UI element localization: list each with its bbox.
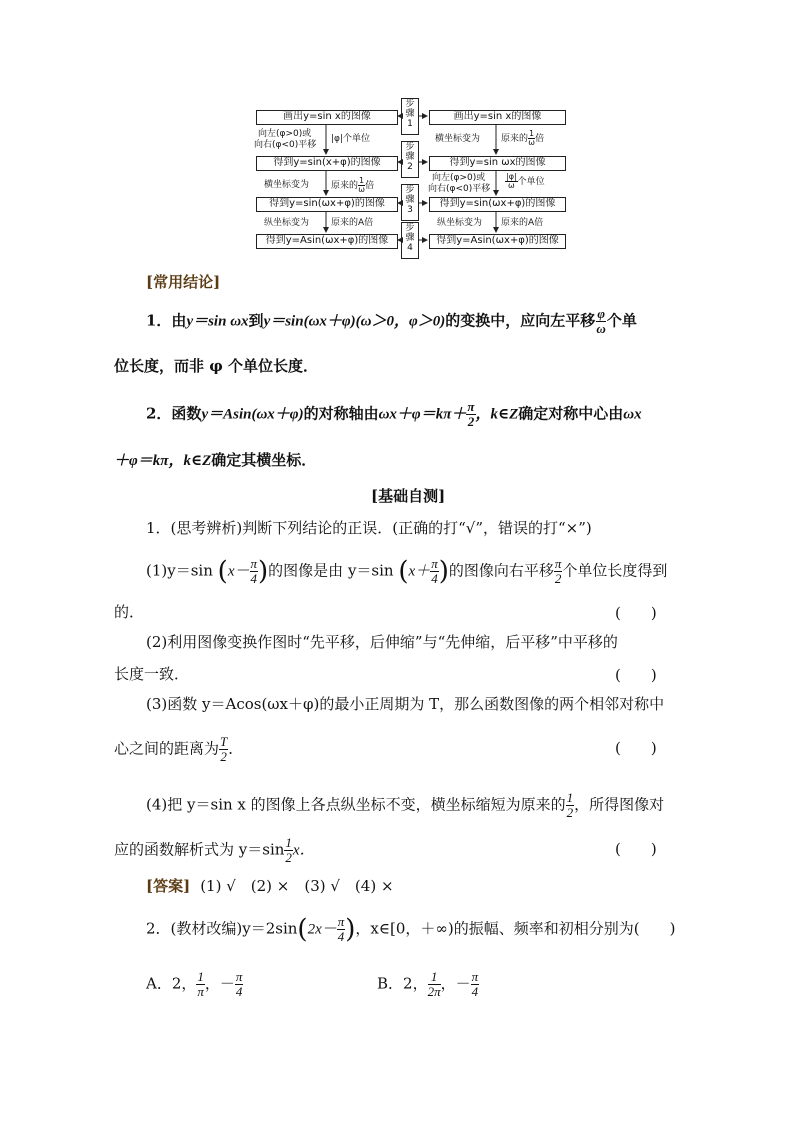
answer-line: [答案] (1) √ (2) × (3) √ (4) × — [146, 877, 394, 895]
right-box-1: 画出y=sin x的图像 — [429, 110, 566, 125]
conclusion-1-line-2: 位长度，而非 φ 个单位长度． — [114, 357, 319, 375]
conclusion-2-line-2: ＋φ＝kπ，k∈Z确定其横坐标． — [114, 451, 317, 469]
left-label-shift-1: 向左(φ>0)或 — [258, 129, 312, 139]
question-1-statement-2-b: 长度一致． — [114, 665, 190, 683]
conclusion-1-line-1: 1．由y＝sin ωx到y＝sin(ωx＋φ)(ω＞0，φ＞0)的变换中，应向左平移 $\frac{\varphi}{\omega}$ 个单 — [146, 306, 637, 336]
question-1-statement-2-a: (2)利用图像变换作图时“先平移，后伸缩”与“先伸缩，后平移”中平移的 — [146, 633, 618, 651]
question-1-statement-4-b: 应的函数解析式为 y＝sin $\frac{1}{2}$ x． — [114, 835, 315, 865]
left-box-2: 得到y=sin(x+φ)的图像 — [256, 156, 398, 171]
left-box-1: 画出y=sin x的图像 — [256, 110, 398, 125]
right-label-amp-2: 原来的A倍 — [501, 218, 544, 228]
answer-blank-4: ( ) — [615, 840, 657, 858]
conclusion-2-line-1: 2．函数y＝Asin(ωx＋φ)的对称轴由ωx＋φ＝kπ＋ $\frac{\pi}{2}$ ，k∈Z确定对称中心由ωx — [146, 399, 642, 429]
right-label-shift-1: 向左(φ>0)或 — [432, 173, 486, 183]
question-1-statement-4-a: (4)把 y＝sin x 的图像上各点纵坐标不变，横坐标缩短为原来的 $\frac{1}{2}$ ，所得图像对 — [146, 790, 665, 820]
question-2-stem: 2．(教材改编)y＝2sin(2x－ $\frac{\pi}{4}$ )，x∈[0，＋∞)的振幅、频率和初相分别为( ) — [146, 914, 676, 945]
left-label-shift-3: |φ|个单位 — [331, 134, 371, 144]
right-box-3: 得到y=sin(ωx+φ)的图像 — [429, 197, 566, 212]
left-box-3: 得到y=sin(ωx+φ)的图像 — [256, 197, 398, 212]
right-label-scale-2: 原来的 $\frac{1}{\omega}$ 倍 — [501, 129, 545, 147]
answer-blank-3: ( ) — [615, 739, 657, 757]
section-heading-basic: [基础自测] — [371, 487, 446, 505]
right-label-amp-1: 纵坐标变为 — [437, 218, 483, 228]
right-label-scale-1: 横坐标变为 — [435, 134, 481, 144]
question-1-statement-3-b: 心之间的距离为 $\frac{T}{2}$ ． — [114, 734, 244, 764]
question-1-stem: 1．(思考辨析)判断下列结论的正误．(正确的打“√”，错误的打“×”) — [146, 519, 592, 537]
section-heading-common: [常用结论] — [146, 273, 221, 291]
left-label-shift-2: 向右(φ<0)平移 — [254, 140, 317, 150]
left-label-scale-2: 原来的 $\frac{1}{\omega}$ 倍 — [331, 176, 375, 194]
step-box-3: 步 骤 3 — [401, 184, 419, 221]
option-a[interactable]: A．2， $\frac{1}{\pi}$ ，－ $\frac{\pi}{4}$ — [146, 969, 243, 999]
question-1-statement-1-end: 的． — [114, 603, 145, 621]
option-b[interactable]: B．2， $\frac{1}{2\pi}$ ，－ $\frac{\pi}{4}$ — [377, 969, 479, 999]
step-box-4: 步 骤 4 — [401, 222, 419, 259]
question-1-statement-1: (1)y＝sin (x－ $\frac{\pi}{4}$ )的图像是由 y＝sin (x＋ $\frac{\pi}{4}$ )的图像向右平移 $\frac{\pi}{2}$ 个单位长度得到 — [146, 556, 668, 587]
right-label-shift-2: 向右(φ<0)平移 — [428, 184, 491, 194]
step-box-2: 步 骤 2 — [401, 141, 419, 178]
answer-blank-1: ( ) — [615, 604, 657, 622]
right-box-2: 得到y=sin ωx的图像 — [429, 156, 566, 171]
right-label-shift-3: $\frac{|\varphi|}{\omega}$ 个单位 — [506, 172, 545, 190]
right-box-4: 得到y=Asin(ωx+φ)的图像 — [429, 234, 566, 249]
diagram-arrows — [0, 0, 794, 260]
left-label-scale-1: 横坐标变为 — [264, 180, 310, 190]
answer-blank-2: ( ) — [615, 666, 657, 684]
left-box-4: 得到y=Asin(ωx+φ)的图像 — [256, 234, 398, 249]
left-label-amp-1: 纵坐标变为 — [264, 218, 310, 228]
question-1-statement-3-a: (3)函数 y＝Acos(ωx＋φ)的最小正周期为 T，那么函数图像的两个相邻对称中 — [146, 695, 665, 713]
left-label-amp-2: 原来的A倍 — [331, 218, 374, 228]
step-box-1: 步 骤 1 — [401, 98, 419, 135]
